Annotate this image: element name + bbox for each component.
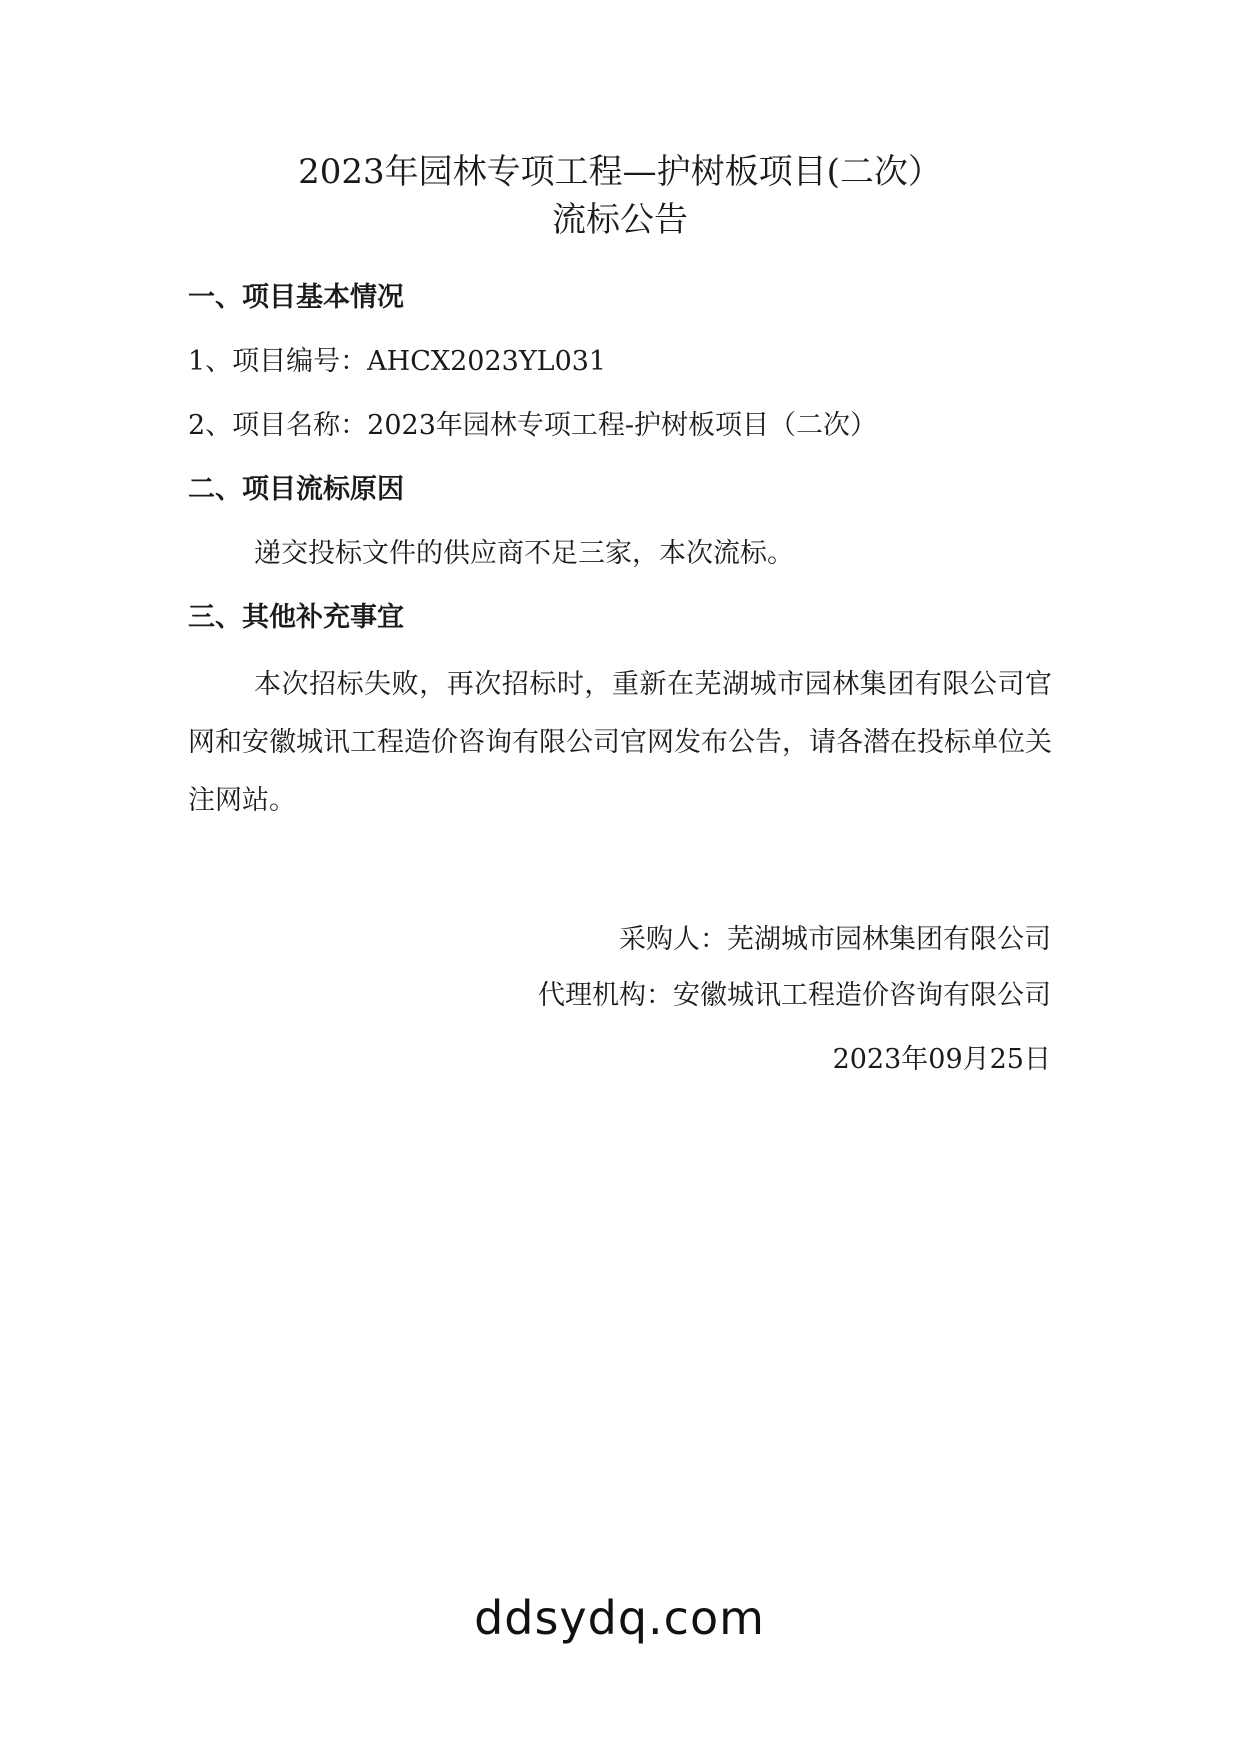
date-line: 2023年09月25日 xyxy=(832,1044,1051,1075)
section-2-heading: 二、项目流标原因 xyxy=(188,474,404,505)
title-line-1: 2023年园林专项工程—护树板项目(二次） xyxy=(298,152,942,192)
section-1-heading: 一、项目基本情况 xyxy=(188,282,404,313)
section-3-text: 本次招标失败，再次招标时，重新在芜湖城市园林集团有限公司官网和安徽城讯工程造价咨询有限公司官网发布公告，请各潜在投标单位关注网站。 xyxy=(188,669,1052,816)
purchaser-line: 采购人：芜湖城市园林集团有限公司 xyxy=(619,924,1051,955)
section-2-text: 递交投标文件的供应商不足三家，本次流标。 xyxy=(254,538,794,569)
agency-line: 代理机构：安徽城讯工程造价咨询有限公司 xyxy=(538,980,1051,1011)
project-name: 2、项目名称：2023年园林专项工程-护树板项目（二次） xyxy=(188,410,878,441)
announcement-title xyxy=(180,148,1060,244)
title-line-2: 流标公告 xyxy=(552,200,688,240)
project-number: 1、项目编号：AHCX2023YL031 xyxy=(188,346,607,377)
section-3-heading: 三、其他补充事宜 xyxy=(188,602,404,633)
site-watermark: ddsydq.com xyxy=(474,1591,765,1645)
